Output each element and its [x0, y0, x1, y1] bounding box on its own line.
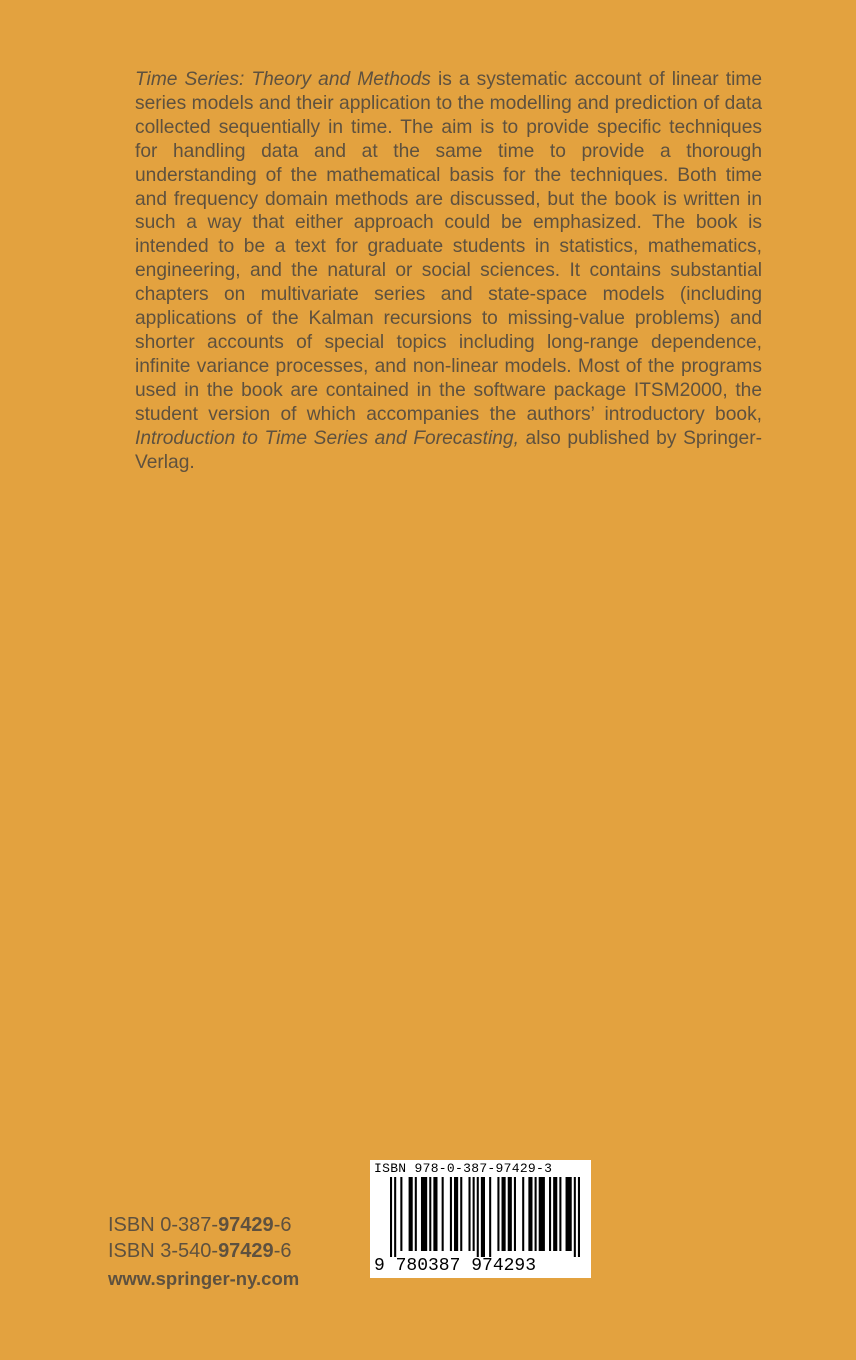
barcode-bar: [394, 1177, 396, 1257]
barcode-bar: [535, 1177, 537, 1251]
barcode-bar: [442, 1177, 444, 1251]
barcode-bar: [415, 1177, 417, 1251]
barcode-bar: [421, 1177, 427, 1251]
barcode-bar: [477, 1177, 479, 1257]
barcode-bar: [559, 1177, 561, 1251]
isbn-line-1: [108, 1212, 291, 1238]
description-text: is a systematic account of linear time series models and their application to the modelling and prediction of data collected sequentially in time. The aim is to provide specific techniques for handling data and at the same time to provide a thorough understanding of the mathematical basis for the techniques. Both time and frequency domain methods are discussed, but the book is written in such a way that either approach could be emphasized. The book is intended to be a text for graduate students in statistics, mathematics, engineering, and the natural or social sciences. It contains substantial chapters on multivariate series and state-space models (including applications of the Kalman recursions to missing-value problems) and shorter accounts of special topics including long-range dependence, infinite variance processes, and non-linear models. Most of the programs used in the book are contained in the software package ITSM2000, the student version of which accompanies the authors’ introductory book,: [135, 69, 762, 425]
barcode-bar: [450, 1177, 452, 1251]
barcode-bar: [549, 1177, 551, 1251]
barcode-bar: [481, 1177, 485, 1257]
barcode-bar: [390, 1177, 392, 1257]
isbn-suffix: -6: [273, 1240, 292, 1262]
isbn-suffix: -6: [273, 1214, 292, 1236]
barcode-bar: [433, 1177, 437, 1251]
book-title-italic: Time Series: Theory and Methods: [135, 69, 431, 90]
barcode-bar: [514, 1177, 516, 1251]
barcode-bar: [578, 1177, 580, 1257]
barcode-bar: [454, 1177, 458, 1251]
barcode-bar: [502, 1177, 506, 1251]
barcode-bar: [497, 1177, 499, 1251]
barcode-bar: [489, 1177, 491, 1257]
isbn-prefix: ISBN 0-387-: [108, 1214, 219, 1236]
barcode-bar: [468, 1177, 470, 1251]
barcode-bar: [539, 1177, 545, 1251]
barcode-bar: [553, 1177, 557, 1251]
barcode-bar: [566, 1177, 572, 1251]
barcode-digits: 9 780387 974293: [374, 1256, 537, 1276]
isbn-bold-part: 97429: [218, 1214, 274, 1236]
barcode-label: [370, 1160, 591, 1278]
barcode-bar: [460, 1177, 462, 1251]
barcode-bar: [400, 1177, 402, 1251]
barcode-bar: [409, 1177, 413, 1251]
publisher-website: www.springer-ny.com: [108, 1268, 300, 1289]
isbn-line-2: [108, 1238, 291, 1264]
isbn-list: [108, 1212, 291, 1264]
barcode-bar: [522, 1177, 524, 1251]
barcode-bar: [528, 1177, 532, 1251]
book-description: [135, 68, 762, 474]
barcode-bars: [390, 1177, 580, 1257]
barcode-bar: [508, 1177, 512, 1251]
isbn-prefix: ISBN 3-540-: [108, 1240, 219, 1262]
companion-book-title: Introduction to Time Series and Forecasting,: [135, 427, 519, 449]
barcode-bar: [574, 1177, 576, 1257]
barcode-bar: [429, 1177, 431, 1251]
description-ending: also published by Springer-Verlag.: [135, 427, 762, 473]
barcode-bar: [473, 1177, 475, 1251]
isbn-bold-part: 97429: [218, 1240, 274, 1262]
barcode-isbn-text: ISBN 978-0-387-97429-3: [374, 1161, 553, 1176]
